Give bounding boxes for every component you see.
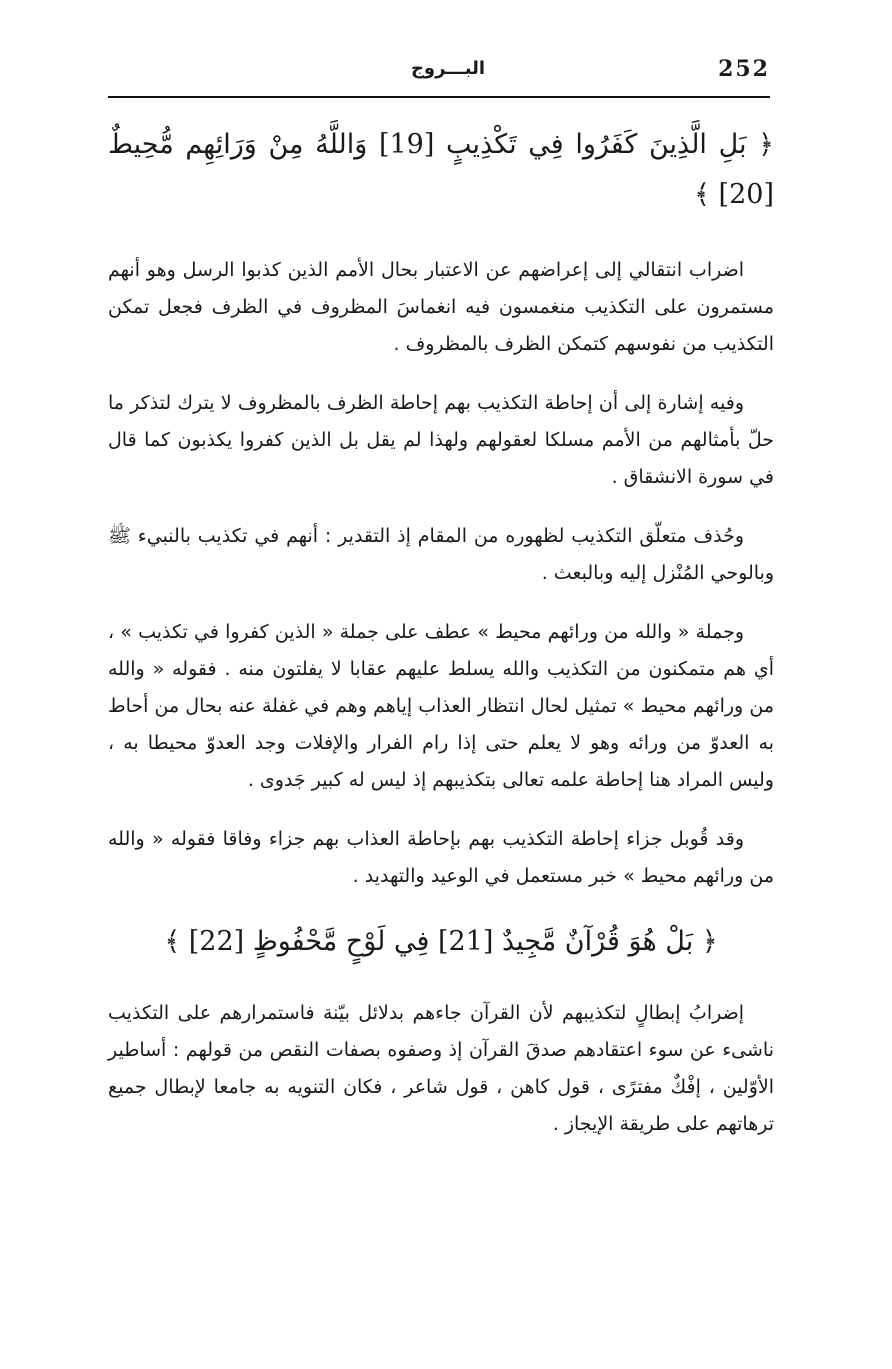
quran-verse-21-22: ﴿ بَلْ هُوَ قُرْآنٌ مَّجِيدٌ [21] فِي لَوْحٍ مَّحْفُوظٍ [22] ﴾ [164,926,718,957]
paragraph-1: اضراب انتقالي إلى إعراضهم عن الاعتبار بحال الأمم الذين كذبوا الرسل وهو أنهم مستمرون على التكذيب منغمسون فيه انغماسَ المظروف في الظرف فجعل تمكن التكذيب من نفوسهم كتمكن الظرف بالمظروف . [108,259,774,355]
paragraph-2: وفيه إشارة إلى أن إحاطة التكذيب بهم إحاطة الظرف بالمظروف لا يترك لتذكر ما حلّ بأمثالهم من الأمم مسلكا لعقولهم ولهذا لم يقل بل الذين كفروا يكذبون كما قال في سورة الانشقاق . [108,392,774,488]
paragraph-5: وقد قُوبل جزاء إحاطة التكذيب بهم بإحاطة العذاب بهم جزاء وفاقا فقوله « والله من ورائهم محيط » خبر مستعمل في الوعيد والتهديد . [108,828,774,887]
paragraph-6: إضرابُ إبطالٍ لتكذيبهم لأن القرآن جاءهم بدلائل بيّنة فاستمرارهم على التكذيب ناشىء عن سوء اعتقادهم صدقَ القرآن إذ وصفوه بصفات النقص من قولهم : أساطير الأوّلين ، إفْكٌ مفترًى ، قول كاهن ، قول شاعر ، فكان التنويه به جامعا لإبطال جميع ترهاتهم على طريقة الإيجاز . [108,1002,774,1135]
quran-verse-19-20: ﴿ بَلِ الَّذِينَ كَفَرُوا فِي تَكْذِيبٍ [19] وَاللَّهُ مِنْ وَرَائِهِم مُّحِيطٌ [20] ﴾ [108,129,774,210]
page-number: 252 [718,56,770,82]
paragraph-4: وجملة « والله من ورائهم محيط » عطف على جملة « الذين كفروا في تكذيب » ، أي هم متمكنون من التكذيب والله يسلط عليهم عقابا لا يفلتون منه . فقوله « والله من ورائهم محيط » تمثيل لحال انتظار العذاب إياهم وهم في غفلة عنه بحال من أحاط به العدوّ من ورائه وهو لا يعلم حتى إذا رام الفرار والإفلات وجد العدوّ محيطا به ، وليس المراد هنا إحاطة علمه تعالى بتكذيبهم إذ ليس له كبير جَدوى . [108,621,774,791]
running-title: البـــروج [410,58,486,79]
header-rule [108,96,770,98]
page-header [108,52,770,92]
paragraph-3: وحُذف متعلّق التكذيب لظهوره من المقام إذ التقدير : أنهم في تكذيب بالنبيء ﷺ وبالوحي المُنْزل إليه وبالبعث . [108,525,774,584]
page-body [108,120,774,1143]
